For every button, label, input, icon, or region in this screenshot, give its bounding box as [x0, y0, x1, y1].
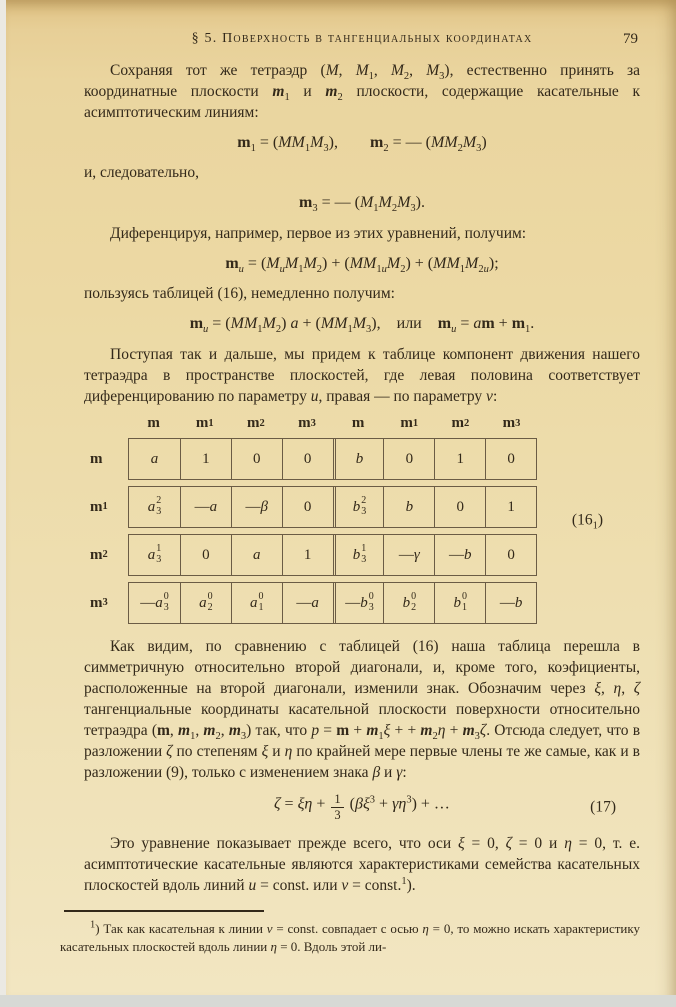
page-number: 79 [623, 31, 638, 47]
scan-edge-bottom [0, 995, 676, 1007]
table-row [90, 486, 537, 528]
formula-m3: $m_3$ = — $(M_1M_2M_3)$. [299, 194, 425, 215]
table-cell: 1 [434, 439, 485, 479]
table-column-header: m 2 [246, 415, 265, 431]
table-cell: a 0 2 [180, 583, 231, 623]
table-cell: a [231, 535, 282, 575]
table-row-box [128, 486, 537, 528]
formula-mu-expansion: $m_u = (M_uM_1M_2) + (MM_{1u}M_2) + (MM_1M_{2u})$; [225, 255, 499, 276]
table-row-box [128, 438, 537, 480]
table-cell: 0 [231, 439, 282, 479]
table-cell: b 0 2 [383, 583, 434, 623]
table-row-box [128, 415, 537, 432]
book-page [6, 0, 676, 995]
table-cell: — β [231, 487, 282, 527]
movement-components-table [90, 415, 603, 624]
table-column-header: m 3 [502, 415, 521, 431]
table-cell: 0 [383, 439, 434, 479]
table-header-row [90, 415, 537, 432]
table-row-label: m 1 [90, 498, 108, 515]
table-row [90, 438, 537, 480]
paragraph-consequently: и, следовательно, [84, 164, 199, 181]
table-row-label [90, 415, 128, 432]
paragraph-using-table: пользуясь таблицей (16), немедленно получим: [84, 285, 395, 302]
paragraph-this-equation: Это уравнение показывает прежде всего, что оси ξ = 0, ζ = 0 и η = 0, т. е. асимптотические касательные являются характеристиками семейства касательных плоскостей вдоль линий u = const. или v = const.$^1$). [84, 835, 640, 894]
footnote-rule [64, 910, 264, 912]
paragraph-proceeding: Поступая так и дальше, мы придем к таблице компонент движения нашего тетраэдра в пространстве плоскостей, где левая половина соответствует диференцированию по параметру u, правая — по параметру v: [84, 346, 640, 405]
equation-17-body: ζ = ξη + $\frac{1}{3}$ $(\beta\xi^3 + \gamma\eta^3)$ + … [274, 792, 450, 822]
table-row-box [128, 534, 537, 576]
table-cell: — a 0 3 [140, 591, 169, 613]
table-cell: b [383, 487, 434, 527]
table-cell: 0 [434, 487, 485, 527]
table-cell: 0 [485, 439, 536, 479]
table-cell: 0 [485, 535, 536, 575]
table-cell: — b 0 3 [333, 583, 384, 623]
table-column-header: m 3 [298, 415, 316, 431]
table-cell: — b [434, 535, 485, 575]
table-cell: b [333, 439, 384, 479]
table-cell: — γ [383, 535, 434, 575]
section-title: § 5. Поверхность в тангенциальных координатах [191, 31, 533, 46]
table-row [90, 582, 537, 624]
equation-number-17: (17) [590, 798, 616, 816]
table-row-label: m 3 [90, 594, 108, 611]
table-cell: — a [180, 487, 231, 527]
table-row [90, 534, 537, 576]
table-cell: a 0 1 [231, 583, 282, 623]
equation-17 [84, 791, 640, 823]
footnote-text: $^1$) Так как касательная к линии v = const. совпадает с осью η = 0, то можно искать характеристику касательных плоскостей вдоль линии η = 0. Вдоль этой ли- [60, 919, 640, 954]
table-cell: 0 [180, 535, 231, 575]
table-column-header: m [351, 415, 365, 431]
table-cell: 1 [180, 439, 231, 479]
table-cell: a [150, 450, 159, 467]
table-cell: — a [282, 583, 333, 623]
table-row-label: m [90, 450, 103, 467]
table-cell: — b [485, 583, 536, 623]
table-cell: 1 [485, 487, 536, 527]
table-column-header: m 1 [400, 415, 419, 431]
table-cell: b 0 1 [434, 583, 485, 623]
table-column-header: m 2 [451, 415, 470, 431]
table-cell: 1 [282, 535, 333, 575]
running-header [84, 30, 640, 48]
paragraph-differentiating: Диференцируя, например, первое из этих уравнений, получим: [110, 225, 527, 242]
table-row-box [128, 582, 537, 624]
table-cell: 0 [282, 439, 333, 479]
formula-m1-m2: $m_1 = (MM_1M_3)$, $m_2$ = — $(MM_2M_3)$ [237, 134, 487, 155]
table-cell: b 1 3 [333, 535, 384, 575]
paragraph-intro: Сохраняя тот же тетраэдр (M, $M_1$, $M_2$, $M_3$), естественно принять за координатные плоскости $m_1$ и $m_2$ плоскости, содержащие касательные к асимптотическим линиям: [84, 62, 640, 121]
table-cell: a 2 3 [147, 495, 162, 517]
paragraph-as-we-see: Как видим, по сравнению с таблицей (16) наша таблица перешла в симметричную относительно второй диагонали, и, кроме того, коэфициенты, расположенные на второй диагонали, изменили знак. Обозначим через ξ, η, ζ тангенциальные координаты касательной плоскости поверхности относительно тетраэдра (m, $m_1$, $m_2$, $m_3$) так, что $p = m + m_1\xi$ + + $m_2\eta + m_3\zeta$. Отсюда следует, что в разложении ζ по степеням ξ и η по крайней мере первые члены те же самые, как и в разложении (9), только с изменением знака β и γ: [84, 638, 641, 781]
equation-label-16-1: $(16_1)$ [571, 511, 603, 532]
table-cell: b 2 3 [333, 487, 384, 527]
table-row-label: m 2 [90, 546, 108, 563]
formula-mu-result: $m_u = (MM_1M_2) a + (MM_1M_3)$, или $m_u$ = am + $m_1$. [189, 315, 535, 336]
table-cell: 0 [282, 487, 333, 527]
table-column-header: m [147, 415, 160, 431]
table-column-header: m 1 [195, 415, 214, 431]
table-cell: a 1 3 [147, 543, 162, 565]
